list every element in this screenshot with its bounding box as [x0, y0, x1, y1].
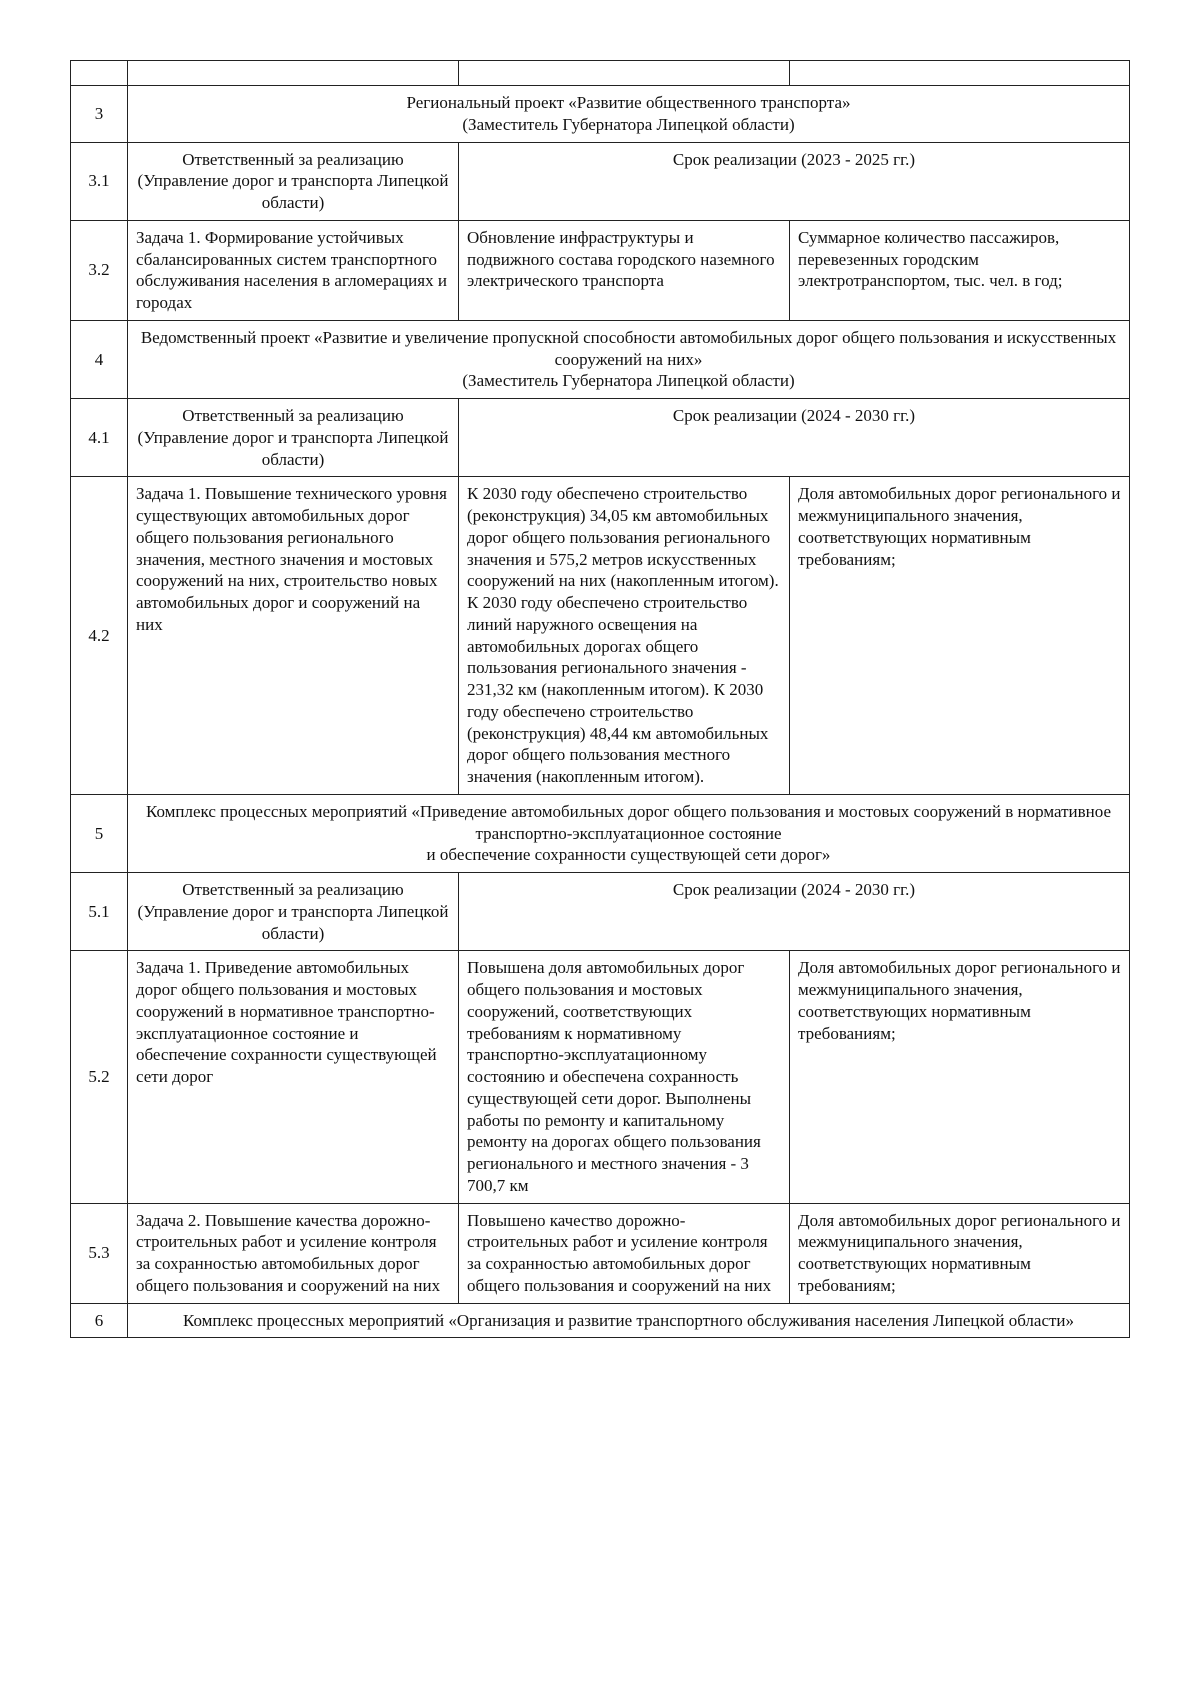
row-number: 3.1 — [71, 142, 128, 220]
responsible-row — [71, 873, 1130, 951]
row-number: 5.3 — [71, 1203, 128, 1303]
row-number: 4.2 — [71, 477, 128, 795]
indicator-cell: Доля автомобильных дорог регионального и межмуниципального значения, соответствующих нормативным требованиям; — [790, 951, 1130, 1203]
indicator-cell: Суммарное количество пассажиров, перевезенных городским электротранспортом, тыс. чел. в год; — [790, 220, 1130, 320]
section-row — [71, 86, 1130, 143]
section-title — [128, 1303, 1130, 1338]
program-table — [70, 60, 1130, 1338]
responsible-row — [71, 399, 1130, 477]
task-row — [71, 1203, 1130, 1303]
indicator-cell: Доля автомобильных дорог регионального и межмуниципального значения, соответствующих нормативным требованиям; — [790, 477, 1130, 795]
header-cell — [128, 61, 459, 86]
section-row — [71, 794, 1130, 872]
task-cell: Задача 1. Приведение автомобильных дорог общего пользования и мостовых сооружений в нормативное транспортно-эксплуатационное состояние и обеспечение сохранности существующей сети дорог — [128, 951, 459, 1203]
row-number: 3.2 — [71, 220, 128, 320]
section-title — [128, 320, 1130, 398]
section-title — [128, 86, 1130, 143]
task-row — [71, 220, 1130, 320]
row-number: 4.1 — [71, 399, 128, 477]
section-title-line: Комплекс процессных мероприятий «Организация и развитие транспортного обслуживания населения Липецкой области» — [182, 1310, 1075, 1330]
section-title-line: Региональный проект «Развитие общественного транспорта» — [406, 93, 851, 112]
section-title-line: Комплекс процессных мероприятий «Приведение автомобильных дорог общего пользования и мостовых сооружений в нормативное транспортно-эксплуатационное состояние — [146, 801, 1111, 843]
term-cell: Срок реализации (2024 - 2030 гг.) — [459, 399, 1130, 477]
responsible-cell: Ответственный за реализацию (Управление дорог и транспорта Липецкой области) — [128, 399, 459, 477]
effect-cell: Повышено качество дорожно-строительных работ и усиление контроля за сохранностью автомобильных дорог общего пользования и сооружений на них — [459, 1203, 790, 1303]
section-title-line: (Заместитель Губернатора Липецкой области) — [462, 371, 795, 391]
task-cell: Задача 1. Повышение технического уровня существующих автомобильных дорог общего пользования регионального значения, местного значения и мостовых сооружений на них, строительство новых автомобильных дорог и сооружений на них — [128, 477, 459, 795]
task-cell: Задача 2. Повышение качества дорожно-строительных работ и усиление контроля за сохранностью автомобильных дорог общего пользования и сооружений на них — [128, 1203, 459, 1303]
header-cell — [790, 61, 1130, 86]
row-number: 5.1 — [71, 873, 128, 951]
row-number: 3 — [71, 86, 128, 143]
section-title — [128, 794, 1130, 872]
task-cell: Задача 1. Формирование устойчивых сбалансированных систем транспортного обслуживания населения в агломерациях и городах — [128, 220, 459, 320]
header-cell — [71, 61, 128, 86]
section-row — [71, 320, 1130, 398]
section-row — [71, 1303, 1130, 1338]
effect-cell: К 2030 году обеспечено строительство (реконструкция) 34,05 км автомобильных дорог общего пользования регионального значения и 575,2 метров искусственных сооружений на них (накопленным итогом). К 2030 году обеспечено строительство линий наружного освещения на автомобильных дорогах общего пользования регионального значения - 231,32 км (накопленным итогом). К 2030 году обеспечено строительство (реконструкция) 48,44 км автомобильных дорог общего пользования местного значения (накопленным итогом). — [459, 477, 790, 795]
header-cell — [459, 61, 790, 86]
section-title-line: (Заместитель Губернатора Липецкой области) — [462, 114, 795, 134]
row-number: 6 — [71, 1303, 128, 1338]
effect-cell: Повышена доля автомобильных дорог общего пользования и мостовых сооружений, соответствующих требованиям к нормативному транспортно-эксплуатационному состоянию и обеспечена сохранность существующей сети дорог. Выполнены работы по ремонту и капитальному ремонту на дорогах общего пользования регионального и местного значения - 3 700,7 км — [459, 951, 790, 1203]
effect-cell: Обновление инфраструктуры и подвижного состава городского наземного электрического транспорта — [459, 220, 790, 320]
section-title-line: и обеспечение сохранности существующей сети дорог» — [426, 845, 831, 865]
responsible-cell: Ответственный за реализацию (Управление дорог и транспорта Липецкой области) — [128, 873, 459, 951]
responsible-row — [71, 142, 1130, 220]
row-number: 5.2 — [71, 951, 128, 1203]
term-cell: Срок реализации (2023 - 2025 гг.) — [459, 142, 1130, 220]
row-number: 4 — [71, 320, 128, 398]
document-page — [70, 60, 1130, 1338]
task-row — [71, 477, 1130, 795]
header-row — [71, 61, 1130, 86]
indicator-cell: Доля автомобильных дорог регионального и межмуниципального значения, соответствующих нормативным требованиям; — [790, 1203, 1130, 1303]
section-title-line: Ведомственный проект «Развитие и увеличение пропускной способности автомобильных дорог общего пользования и искусственных сооружений на них» — [140, 327, 1117, 369]
row-number: 5 — [71, 794, 128, 872]
term-cell: Срок реализации (2024 - 2030 гг.) — [459, 873, 1130, 951]
responsible-cell: Ответственный за реализацию (Управление дорог и транспорта Липецкой области) — [128, 142, 459, 220]
task-row — [71, 951, 1130, 1203]
